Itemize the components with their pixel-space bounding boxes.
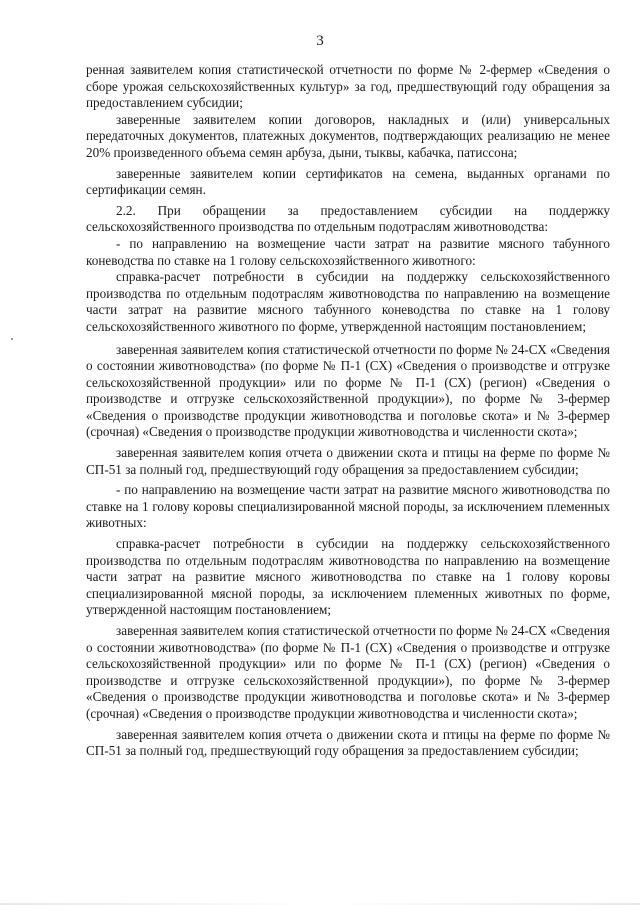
- paragraph: - по направлению на возмещение части затрат на развитие мясного табунного коневодства по ставке на 1 голову сельскохозяйственного животного:: [86, 235, 610, 268]
- paragraph: справка-расчет потребности в субсидии на поддержку сельскохозяйственного производства по отдельным подотраслям животноводства по направлению на возмещение части затрат на развитие мясного животноводства по ставке на 1 голову коровы специализированной мясной породы, за исключением племенных животных по форме, утвержденной настоящим постановлением;: [86, 536, 610, 618]
- paragraph: заверенная заявителем копия статистической отчетности по форме № 24-СХ «Сведения о состоянии животноводства» (по форме № П-1 (СХ) «Сведения о производстве и отгрузке сельскохозяйственной продукции» или по форме № П-1 (СХ) (регион) «Сведения о производстве и отгрузке сельскохозяйственной продукции»), по форме № 3-фермер «Сведения о производстве продукции животноводства и поголовье скота» и № 3-фермер (срочная) «Сведения о производстве продукции животноводства и численности скота»;: [86, 341, 610, 440]
- paragraph: справка-расчет потребности в субсидии на поддержку сельскохозяйственного производства по отдельным подотраслям животноводства по направлению на возмещение части затрат на развитие мясного табунного коневодства по ставке на 1 голову сельскохозяйственного животного по форме, утвержденной настоящим постановлением;: [86, 269, 610, 334]
- paragraph: 2.2. При обращении за предоставлением субсидии на поддержку сельскохозяйственного производства по отдельным подотраслям животноводства:: [86, 202, 610, 235]
- paragraph: заверенная заявителем копия отчета о движении скота и птицы на ферме по форме № СП-51 за полный год, предшествующий году обращения за предоставлением субсидии;: [86, 445, 610, 477]
- scan-mark: [11, 338, 13, 340]
- paragraph: ренная заявителем копия статистической отчетности по форме № 2-фермер «Сведения о сборе урожая сельскохозяйственных культур» за год, предшествующий году обращения за предоставлением субсидии;: [86, 62, 610, 111]
- document-body: [86, 62, 610, 760]
- page-number: 3: [316, 33, 324, 49]
- paragraph: заверенная заявителем копия статистической отчетности по форме № 24-СХ «Сведения о состоянии животноводства» (по форме № П-1 (СХ) «Сведения о производстве и отгрузке сельскохозяйственной продукции» или по форме № П-1 (СХ) (регион) «Сведения о производстве и отгрузке сельскохозяйственной продукции»), по форме № 3-фермер «Сведения о производстве продукции животноводства и поголовье скота» и № 3-фермер (срочная) «Сведения о производстве продукции животноводства и численности скота»;: [86, 623, 610, 721]
- paragraph: заверенная заявителем копия отчета о движении скота и птицы на ферме по форме № СП-51 за полный год, предшествующий году обращения за предоставлением субсидии;: [86, 726, 610, 759]
- paragraph: заверенные заявителем копии сертификатов на семена, выданных органами по сертификации семян.: [86, 165, 610, 198]
- paragraph: - по направлению на возмещение части затрат на развитие мясного животноводства по ставке на 1 голову коровы специализированной мясной породы, за исключением племенных животных:: [86, 482, 610, 531]
- paragraph: заверенные заявителем копии договоров, накладных и (или) универсальных передаточных документов, платежных документов, подтверждающих реализацию не менее 20% произведенного объема семян арбуза, дыни, тыквы, кабачка, патиссона;: [86, 111, 610, 160]
